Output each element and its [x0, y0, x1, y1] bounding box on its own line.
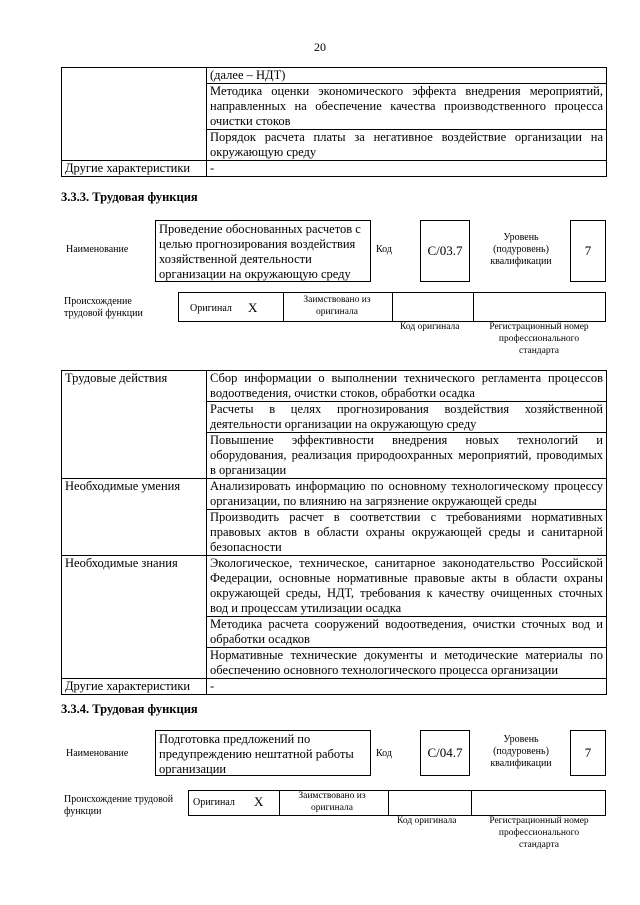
top-table-cell: (далее – НДТ)	[207, 68, 607, 84]
name-label: Наименование	[66, 748, 129, 759]
borrowed-label: Заимствовано из оригинала	[303, 295, 371, 317]
code-value-box: C/04.7	[420, 730, 470, 776]
table-cell: Анализировать информацию по основному технологическому процессу организации, по влиянию на загрязнение окружающей среды	[207, 479, 607, 510]
top-table	[61, 67, 607, 177]
code-label: Код	[376, 244, 392, 255]
level-value-box: 7	[570, 220, 606, 282]
table-cell: Расчеты в целях прогнозирования воздействия хозяйственной деятельности организации на окружающую среду	[207, 402, 607, 433]
original-mark: X	[248, 300, 258, 315]
reg-number-label: Регистрационный номер профессионального стандарта	[489, 322, 589, 356]
table-cell: Повышение эффективности внедрения новых технологий и оборудования, реализация природоохранных мероприятий, проводимых в организации	[207, 433, 607, 479]
orig-code-label: Код оригинала	[400, 322, 460, 332]
table-cell: Методика расчета сооружений водоотведения, очистки сточных вод и обработки осадков	[207, 617, 607, 648]
page-number: 20	[314, 40, 326, 54]
level-label: Уровень (подуровень) квалификации	[490, 232, 552, 267]
borrowed-label: Заимствовано из оригинала	[298, 791, 366, 813]
reg-number-label: Регистрационный номер профессионального стандарта	[489, 816, 589, 850]
main-table	[61, 370, 607, 695]
orig-code-cell	[392, 292, 474, 322]
level-label: Уровень (подуровень) квалификации	[490, 734, 552, 769]
original-label: Оригинал	[190, 303, 232, 314]
table-cell: Экологическое, техническое, санитарное законодательство Российской Федерации, основные нормативные правовые акты в области охраны окружающей среды, НДТ, требования к качеству очищенных сточных вод и процессам утилизации осадка	[207, 556, 607, 617]
table-cell: Производить расчет в соответствии с требованиями нормативных правовых актов в области охраны окружающей среды и санитарной безопасности	[207, 510, 607, 556]
name-label: Наименование	[66, 244, 129, 255]
table-cell: Нормативные технические документы и методические материалы по обеспечению основного технологического процесса организации	[207, 648, 607, 679]
top-table-cell: -	[207, 161, 607, 177]
function-name-box: Подготовка предложений по предупреждению нештатной работы организации	[155, 730, 371, 776]
origin-label: Происхождение трудовой функции	[64, 296, 143, 319]
function-name-box: Проведение обоснованных расчетов с целью прогнозирования воздействия хозяйственной деятельности организации на окружающую среду	[155, 220, 371, 282]
orig-code-label: Код оригинала	[397, 816, 457, 826]
code-value-box: C/03.7	[420, 220, 470, 282]
row-label-cell: Необходимые знания	[62, 556, 207, 679]
row-label-cell: Трудовые действия	[62, 371, 207, 479]
orig-code-cell	[388, 790, 472, 816]
original-label: Оригинал	[193, 797, 235, 808]
section-heading: 3.3.4. Трудовая функция	[61, 702, 198, 716]
level-value-box: 7	[570, 730, 606, 776]
section-heading: 3.3.3. Трудовая функция	[61, 190, 198, 204]
table-cell: -	[207, 679, 607, 695]
top-table-label-cell: Другие характеристики	[62, 161, 207, 177]
top-table-cell: Порядок расчета платы за негативное воздействие организации на окружающую среду	[207, 130, 607, 161]
row-label-cell: Необходимые умения	[62, 479, 207, 556]
origin-box	[188, 790, 606, 816]
origin-box	[178, 292, 606, 322]
origin-label: Происхождение трудовой функции	[64, 794, 174, 817]
top-table-label-cell	[62, 68, 207, 161]
row-label-cell: Другие характеристики	[62, 679, 207, 695]
top-table-cell: Методика оценки экономического эффекта внедрения мероприятий, направленных на обеспечение качества производственного процесса очистки стоков	[207, 84, 607, 130]
table-cell: Сбор информации о выполнении технического регламента процессов водоотведения, очистки стоков, обработки осадка	[207, 371, 607, 402]
original-mark: X	[254, 794, 264, 809]
code-label: Код	[376, 748, 392, 759]
